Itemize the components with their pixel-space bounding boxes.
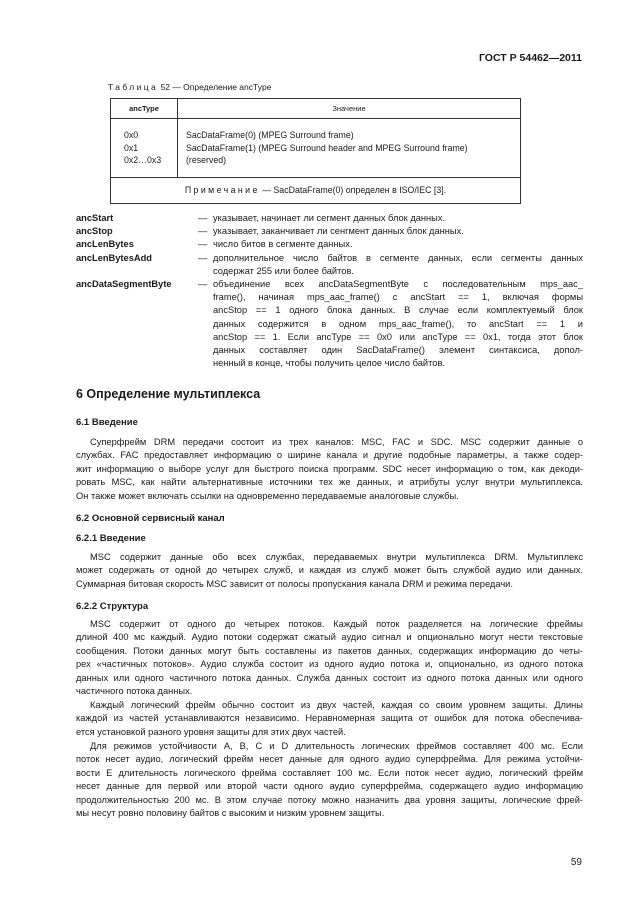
definition-item bbox=[76, 212, 583, 225]
table-value: 0x2…0x3 bbox=[124, 155, 162, 166]
table-header-anctype: ancType bbox=[111, 99, 178, 119]
paragraph-line: данных или одного частичного потока данных. Служба данных состоит из одного потока данных или одного bbox=[76, 672, 583, 683]
paragraph-line: службах. FAC предоставляет информацию о ширине канала и другие подобные параметры, а также содер- bbox=[76, 450, 583, 461]
table-caption-word: Таблица bbox=[108, 82, 159, 92]
table-caption-text: 52 — Определение ancType bbox=[158, 82, 272, 92]
definition-line: ancStop == 1. Если ancType == 0x0 или ancType == 0x1, тогда этот блок bbox=[213, 331, 583, 342]
section-6-heading: 6 Определение мультиплекса bbox=[76, 387, 261, 401]
section-6-2-2-paragraph-3 bbox=[76, 740, 583, 820]
definition-term: ancDataSegmentByte bbox=[76, 279, 172, 290]
page-number: 59 bbox=[570, 857, 582, 868]
table-desc: (reserved) bbox=[186, 155, 227, 166]
table-value: 0x1 bbox=[124, 142, 139, 153]
paragraph-line: MSC содержит данные обо всех службах, передаваемых внутри мультиплекса DRM. Мультиплекс bbox=[90, 552, 583, 562]
definition-item bbox=[76, 238, 583, 251]
section-6-1-heading: 6.1 Введение bbox=[76, 417, 138, 428]
paragraph-line: ется установкой разного уровня защиты для этих двух частей. bbox=[76, 726, 346, 737]
paragraph-line: частичного потока данных. bbox=[76, 686, 193, 697]
definitions-list bbox=[76, 212, 583, 370]
definition-line: ancStop == 1 одного блока данных. В случае если комплектуемый блок bbox=[213, 305, 583, 316]
paragraph-line: рех «частичных потоков». Аудио служба состоит из одного аудио потока и, опционально, из одного потока bbox=[76, 659, 583, 670]
definition-dash: — bbox=[198, 239, 208, 250]
paragraph-line: вости E длительность логического фрейма составляет 100 мс. Если поток несет аудио, логический фрейм bbox=[76, 767, 583, 778]
section-6-2-2-paragraph-2 bbox=[76, 699, 583, 739]
table-desc: SacDataFrame(0) (MPEG Surround frame) bbox=[186, 130, 354, 140]
section-6-2-2-paragraph-1 bbox=[76, 618, 583, 698]
definition-item bbox=[76, 225, 583, 238]
definition-dash: — bbox=[198, 213, 208, 223]
definition-term: ancLenBytesAdd bbox=[76, 252, 152, 263]
paragraph-line: Суперфрейм DRM передачи состоит из трех каналов: MSC, FAC и SDC. MSC содержит данные о bbox=[90, 437, 583, 447]
paragraph-line: может содержать от одной до четырех служб, и каждая из служб может быть службой аудио или данных. bbox=[76, 565, 583, 576]
table-caption bbox=[108, 82, 271, 92]
paragraph-line: Каждый логический фрейм обычно состоит из двух частей, каждая со своим уровнем защиты. Длины bbox=[90, 700, 583, 710]
table-header-value: Значение bbox=[178, 99, 521, 119]
paragraph-line: жит информацию о выборе услуг для быстрого поиска программ. SDC несет информацию о том, как декоди- bbox=[76, 463, 583, 474]
definition-text bbox=[213, 278, 583, 370]
table-note bbox=[111, 177, 521, 203]
paragraph-line: несет данные для первой или второй части одного аудио суперфрейма, содержащего аудио информацию bbox=[76, 781, 583, 792]
paragraph-line: ровать MSC, как найти альтернативные источники тех же данных, и атрибуты услуг внутри мультиплекса. bbox=[76, 477, 583, 488]
section-6-1-paragraph bbox=[76, 436, 583, 503]
section-6-2-heading: 6.2 Основной сервисный канал bbox=[76, 513, 225, 524]
paragraph-line: MSC содержит от одного до четырех потоков. Каждый поток разделяется на логические фреймы bbox=[90, 619, 583, 629]
definition-text bbox=[213, 252, 583, 278]
definition-dash: — bbox=[198, 226, 208, 237]
paragraph-line: продолжительностью 200 мс. В этом случае потоку можно назначить два уровня защиты, логические фрей- bbox=[76, 794, 583, 805]
paragraph-line: каждой из частей устанавливаются независимо. Неравномерная защита от ошибок для потока обеспечива- bbox=[76, 713, 583, 724]
table-note-text: — SacDataFrame(0) определен в ISO/IEC [3]. bbox=[259, 185, 447, 196]
definition-text bbox=[213, 225, 583, 238]
definition-text bbox=[213, 212, 583, 225]
definition-line: ненный в конце, чтобы получить целое число байтов. bbox=[213, 358, 445, 369]
table-descriptions-cell bbox=[178, 119, 521, 178]
standard-designation: ГОСТ Р 54462—2011 bbox=[478, 52, 582, 64]
definition-line: дополнительное число байтов в сегменте данных, если сегменты данных bbox=[213, 252, 583, 263]
table-values-cell bbox=[111, 119, 178, 178]
anctype-table bbox=[110, 98, 521, 204]
definition-line: число битов в сегменте данных. bbox=[213, 239, 353, 250]
definition-item bbox=[76, 252, 583, 278]
definition-line: данных содержится в одном mps_aac_frame(), то ancStart == 1 и bbox=[213, 318, 583, 329]
paragraph-line: сообщения. Потоки данных могут быть составлены из пакетов данных, содержащих информацию до четы- bbox=[76, 645, 583, 656]
paragraph-line: Суммарная битовая скорость MSC зависит от полосы пропускания канала DRM и режима передачи. bbox=[76, 578, 513, 589]
paragraph-line: Он также может включать ссылки на одновременно передаваемые аналоговые службы. bbox=[76, 490, 459, 501]
definition-item bbox=[76, 278, 583, 370]
paragraph-line: мы несут ровно половину байтов с высоким и низким уровнем защиты. bbox=[76, 808, 385, 819]
definition-term: ancStart bbox=[76, 213, 114, 223]
definition-dash: — bbox=[198, 252, 208, 263]
definition-line: указывает, начинает ли сегмент данных блок данных. bbox=[213, 213, 446, 223]
definition-line: объединение всех ancDataSegmentByte с последовательным mps_aac_ bbox=[213, 279, 583, 290]
table-value: 0x0 bbox=[124, 130, 139, 140]
definition-line: содержат 255 или более байтов. bbox=[213, 265, 354, 276]
paragraph-line: поток несет аудио, логический фрейм несет данные для одного аудио суперфрейма. Для режима устойчи- bbox=[76, 754, 583, 765]
paragraph-line: длиной 400 мс каждый. Аудио потоки содержат сжатый аудио сигнал и опционально могут нести текстовые bbox=[76, 632, 583, 643]
definition-line: данных составляет один SacDataFrame() элемент синтаксиса, допол- bbox=[213, 345, 583, 356]
definition-line: указывает, заканчивает ли сенгмент данных блок данных. bbox=[213, 226, 464, 237]
table-note-word: Примечание bbox=[184, 185, 260, 196]
section-6-2-2-heading: 6.2.2 Структура bbox=[76, 601, 149, 612]
section-6-2-1-heading: 6.2.1 Введение bbox=[76, 533, 146, 544]
definition-term: ancLenBytes bbox=[76, 239, 134, 250]
table-desc: SacDataFrame(1) (MPEG Surround header and MPEG Surround frame) bbox=[186, 142, 468, 153]
definition-line: frame(), начиная mps_aac_frame() с ancStart == 1, включая формы bbox=[213, 292, 583, 303]
paragraph-line: Для режимов устойчивости A, B, C и D длительность логических фреймов составляет 400 мс. Если bbox=[90, 741, 583, 751]
section-6-2-1-paragraph bbox=[76, 551, 583, 591]
definition-term: ancStop bbox=[76, 226, 113, 237]
definition-dash: — bbox=[198, 279, 208, 290]
definition-text bbox=[213, 238, 583, 251]
